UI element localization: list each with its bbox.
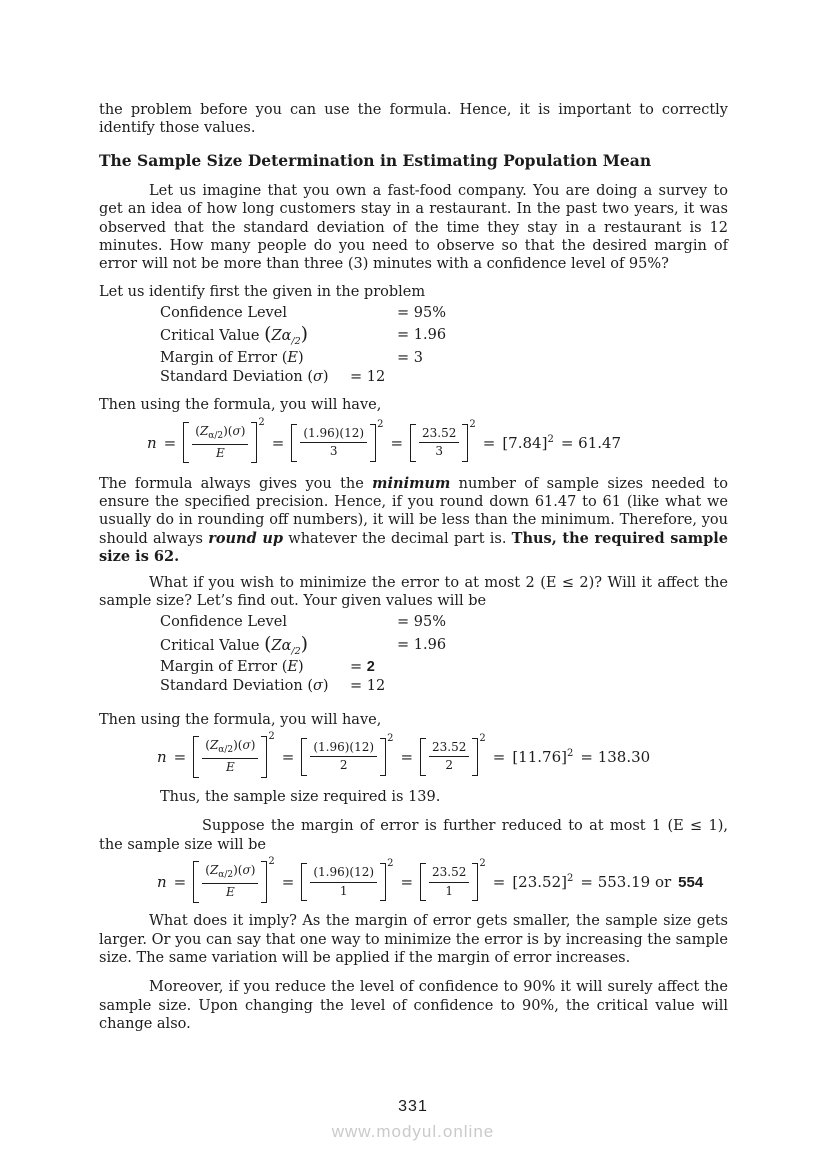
equals-sign: = xyxy=(400,747,414,766)
equals-sign: = xyxy=(281,747,295,766)
given-value: = 3 xyxy=(397,349,423,366)
intro-paragraph: the problem before you can use the formula. Hence, it is important to correctly identify those values. xyxy=(99,102,728,137)
given-value: = 1.96 xyxy=(397,327,447,344)
z-symbol: Z xyxy=(199,424,209,439)
then-formula-line: Then using the formula, you will have, xyxy=(99,397,382,414)
result: = 138.30 xyxy=(580,747,651,766)
z-symbol: Z xyxy=(209,738,219,753)
sigma-symbol: σ xyxy=(312,678,323,694)
base-value: [11.76] xyxy=(512,747,567,766)
numerator: 23.52 xyxy=(419,426,459,444)
numerator: 23.52 xyxy=(429,740,469,758)
bold-italic-minimum: minimum xyxy=(372,474,451,492)
base-value: [7.84] xyxy=(502,433,548,452)
result: = 553.19 or xyxy=(580,873,672,892)
n-variable: n xyxy=(157,873,167,892)
given-row-standard-deviation xyxy=(160,367,728,386)
squared-value xyxy=(502,434,553,452)
alpha-subscript: /2 xyxy=(291,645,301,657)
exponent: 2 xyxy=(566,873,574,885)
bracket-term-numeric xyxy=(301,858,394,901)
right-bracket xyxy=(261,861,267,902)
e-symbol: E xyxy=(287,659,298,675)
exponent: 2 xyxy=(469,418,476,430)
fraction xyxy=(426,863,472,901)
numerator xyxy=(192,424,248,445)
denominator xyxy=(226,759,235,776)
given-row-critical-value xyxy=(160,632,728,658)
label-text: ) xyxy=(297,659,304,675)
given-label xyxy=(160,633,308,657)
text-run: whatever the decimal part is. xyxy=(283,530,512,547)
n-variable: n xyxy=(147,433,157,452)
label-text: ) xyxy=(297,349,304,366)
thus-139-line: Thus, the sample size required is 139. xyxy=(160,788,441,805)
numerator: (1.96)(12) xyxy=(300,426,367,444)
denominator: 3 xyxy=(329,444,338,459)
paren: ) xyxy=(250,863,256,878)
formula-e2 xyxy=(99,732,728,782)
alpha-subscript: α/2 xyxy=(208,431,224,442)
bold-required-sample-size: Thus, the required sample size is 62. xyxy=(99,529,729,566)
given-value: = 12 xyxy=(350,368,386,385)
bracket-term-symbolic xyxy=(193,856,275,902)
given-value: = 12 xyxy=(350,678,386,694)
denominator xyxy=(216,445,225,462)
exponent: 2 xyxy=(377,418,384,430)
denominator xyxy=(226,884,235,901)
bracket-term-numeric xyxy=(301,732,394,776)
right-bracket xyxy=(380,863,386,901)
exponent: 2 xyxy=(258,417,265,429)
given-value: = 95% xyxy=(397,304,446,321)
given-value: = 95% xyxy=(397,614,446,630)
alpha-subscript: α/2 xyxy=(218,745,234,756)
close-paren: ) xyxy=(300,323,309,346)
page-number: 331 xyxy=(398,1098,428,1115)
label-text: ) xyxy=(322,368,329,385)
denominator: 1 xyxy=(339,883,348,898)
result: = 61.47 xyxy=(560,433,622,452)
watermark: www.modyul.online xyxy=(331,1122,495,1141)
fraction xyxy=(307,738,380,776)
text-run: The formula always gives you the xyxy=(99,475,373,492)
given-values-list-1 xyxy=(99,303,728,386)
exponent: 2 xyxy=(566,747,574,759)
label-text: Standard Deviation ( xyxy=(160,368,313,385)
then-formula-line: Then using the formula, you will have, xyxy=(99,711,382,728)
exponent: 2 xyxy=(268,731,275,743)
equals-sign: = xyxy=(482,433,496,452)
given-row-margin-of-error xyxy=(160,658,728,677)
paren: ) xyxy=(240,424,246,439)
squared-value xyxy=(512,873,573,891)
exponent: 2 xyxy=(268,856,275,868)
equals-sign: = xyxy=(271,433,285,452)
e-symbol: E xyxy=(215,445,225,460)
z-symbol: Z xyxy=(209,863,219,878)
given-label: Confidence Level xyxy=(160,304,287,321)
minimum-paragraph xyxy=(99,475,728,567)
fraction xyxy=(297,424,370,462)
numerator xyxy=(202,863,258,884)
given-values-list-2 xyxy=(99,613,728,696)
section-heading: The Sample Size Determination in Estimating Population Mean xyxy=(99,150,652,170)
paren: )( xyxy=(223,424,233,439)
given-row-critical-value xyxy=(160,322,728,348)
label-text: Margin of Error ( xyxy=(160,349,288,366)
right-bracket xyxy=(261,736,267,777)
exponent: 2 xyxy=(479,858,486,870)
document-page xyxy=(99,101,728,1034)
paren: ( xyxy=(205,738,210,753)
label-text: Critical Value xyxy=(160,328,265,345)
e1-paragraph: Suppose the margin of error is further reduced to at most 1 (E ≤ 1), the sample size will be xyxy=(99,818,728,853)
exponent: 2 xyxy=(387,732,394,744)
right-bracket xyxy=(370,424,376,462)
equals-sign: = xyxy=(173,747,187,766)
equals-sign: = xyxy=(281,873,295,892)
result-bold-554: 554 xyxy=(678,873,704,891)
label-text: Margin of Error ( xyxy=(160,659,288,675)
sigma-symbol: σ xyxy=(242,863,251,878)
n-variable: n xyxy=(157,747,167,766)
right-bracket xyxy=(251,422,257,463)
bold-value-2: 2 xyxy=(366,659,375,675)
formula-e3 xyxy=(99,418,728,468)
numerator: 23.52 xyxy=(429,865,469,883)
equals-sign: = xyxy=(390,433,404,452)
paren: ( xyxy=(205,863,210,878)
sigma-symbol: σ xyxy=(232,424,241,439)
equals-sign: = xyxy=(492,873,506,892)
sigma-symbol: σ xyxy=(242,738,251,753)
text-run: number of sample sizes needed to ensure the specified precision. Hence, if you round down 61.47 to 61 (like what we usually do in rounding off numbers), it will be less than the minimum. Therefore, you should always xyxy=(99,475,728,547)
given-value: = 1.96 xyxy=(397,636,447,653)
bracket-term-numeric xyxy=(291,418,384,462)
e2-paragraph: What if you wish to minimize the error to at most 2 (E ≤ 2)? Will it affect the sample size? Let’s find out. Your given values will be xyxy=(99,574,728,610)
given-label xyxy=(160,369,329,385)
z-symbol: Zα xyxy=(271,328,292,345)
equals-sign: = xyxy=(492,747,506,766)
given-label xyxy=(160,350,304,366)
equals-sign: = xyxy=(173,873,187,892)
denominator: 2 xyxy=(339,758,348,773)
right-bracket xyxy=(380,738,386,776)
equals-sign: = xyxy=(400,873,414,892)
numerator xyxy=(202,738,258,759)
denominator: 3 xyxy=(435,444,444,459)
label-text: Standard Deviation ( xyxy=(160,678,313,694)
formula-e1 xyxy=(99,857,728,907)
bracket-term-simplified xyxy=(410,418,476,462)
bracket-term-simplified xyxy=(420,858,486,901)
paren: ( xyxy=(195,424,200,439)
paren: )( xyxy=(233,738,243,753)
given-row-margin-of-error xyxy=(160,348,728,367)
label-text: Critical Value xyxy=(160,637,265,654)
exponent: 2 xyxy=(387,858,394,870)
right-bracket xyxy=(462,424,468,462)
given-row-standard-deviation xyxy=(160,677,728,696)
alpha-subscript: α/2 xyxy=(218,870,234,881)
fraction xyxy=(307,863,380,901)
equals-sign: = xyxy=(163,433,177,452)
fraction xyxy=(426,738,472,776)
fraction xyxy=(199,736,261,777)
bracket-term-symbolic xyxy=(183,417,265,463)
base-value: [23.52] xyxy=(512,873,567,892)
moreover-paragraph: Moreover, if you reduce the level of confidence to 90% it will surely affect the sample size. Upon changing the level of confidence to 90%, the critical value will change also. xyxy=(99,979,728,1033)
given-value xyxy=(350,659,375,675)
paren: )( xyxy=(233,863,243,878)
given-label xyxy=(160,678,329,694)
equals: = xyxy=(350,659,367,675)
open-paren: ( xyxy=(264,632,272,655)
fraction xyxy=(189,422,251,463)
label-text: ) xyxy=(322,678,329,694)
bracket-term-symbolic xyxy=(193,731,275,777)
fraction xyxy=(199,861,261,902)
alpha-subscript: /2 xyxy=(291,336,301,348)
exponent: 2 xyxy=(479,732,486,744)
bold-italic-round-up: round up xyxy=(208,529,284,547)
given-row-confidence xyxy=(160,303,728,322)
right-bracket xyxy=(472,738,478,776)
z-symbol: Zα xyxy=(271,637,292,654)
open-paren: ( xyxy=(264,323,272,346)
exponent: 2 xyxy=(547,433,554,445)
e-symbol: E xyxy=(287,349,298,366)
paren: ) xyxy=(250,738,256,753)
e-symbol: E xyxy=(225,885,235,900)
given-label xyxy=(160,659,304,675)
imply-paragraph: What does it imply? As the margin of error gets smaller, the sample size gets larger. Or you can say that one way to minimize the error is by increasing the sample size. The same variation will be applied if the margin of error increases. xyxy=(99,913,728,966)
given-intro-line: Let us identify first the given in the problem xyxy=(99,283,426,300)
given-label xyxy=(160,323,308,347)
close-paren: ) xyxy=(300,632,309,655)
squared-value xyxy=(512,748,573,766)
sigma-symbol: σ xyxy=(312,368,323,385)
numerator: (1.96)(12) xyxy=(310,865,377,883)
numerator: (1.96)(12) xyxy=(310,740,377,758)
e-symbol: E xyxy=(225,759,235,774)
fraction xyxy=(416,424,462,462)
bracket-term-simplified xyxy=(420,732,486,776)
right-bracket xyxy=(472,863,478,901)
denominator: 2 xyxy=(445,758,454,773)
scenario-paragraph: Let us imagine that you own a fast-food company. You are doing a survey to get an idea of how long customers stay in a restaurant. In the past two years, it was observed that the standard deviation of the time they stay in a restaurant is 12 minutes. How many people do you need to observe so that the desired margin of error will not be more than three (3) minutes with a confidence level of 95%? xyxy=(99,182,728,273)
denominator: 1 xyxy=(445,883,454,898)
given-row-confidence xyxy=(160,613,728,632)
given-label: Confidence Level xyxy=(160,614,287,630)
